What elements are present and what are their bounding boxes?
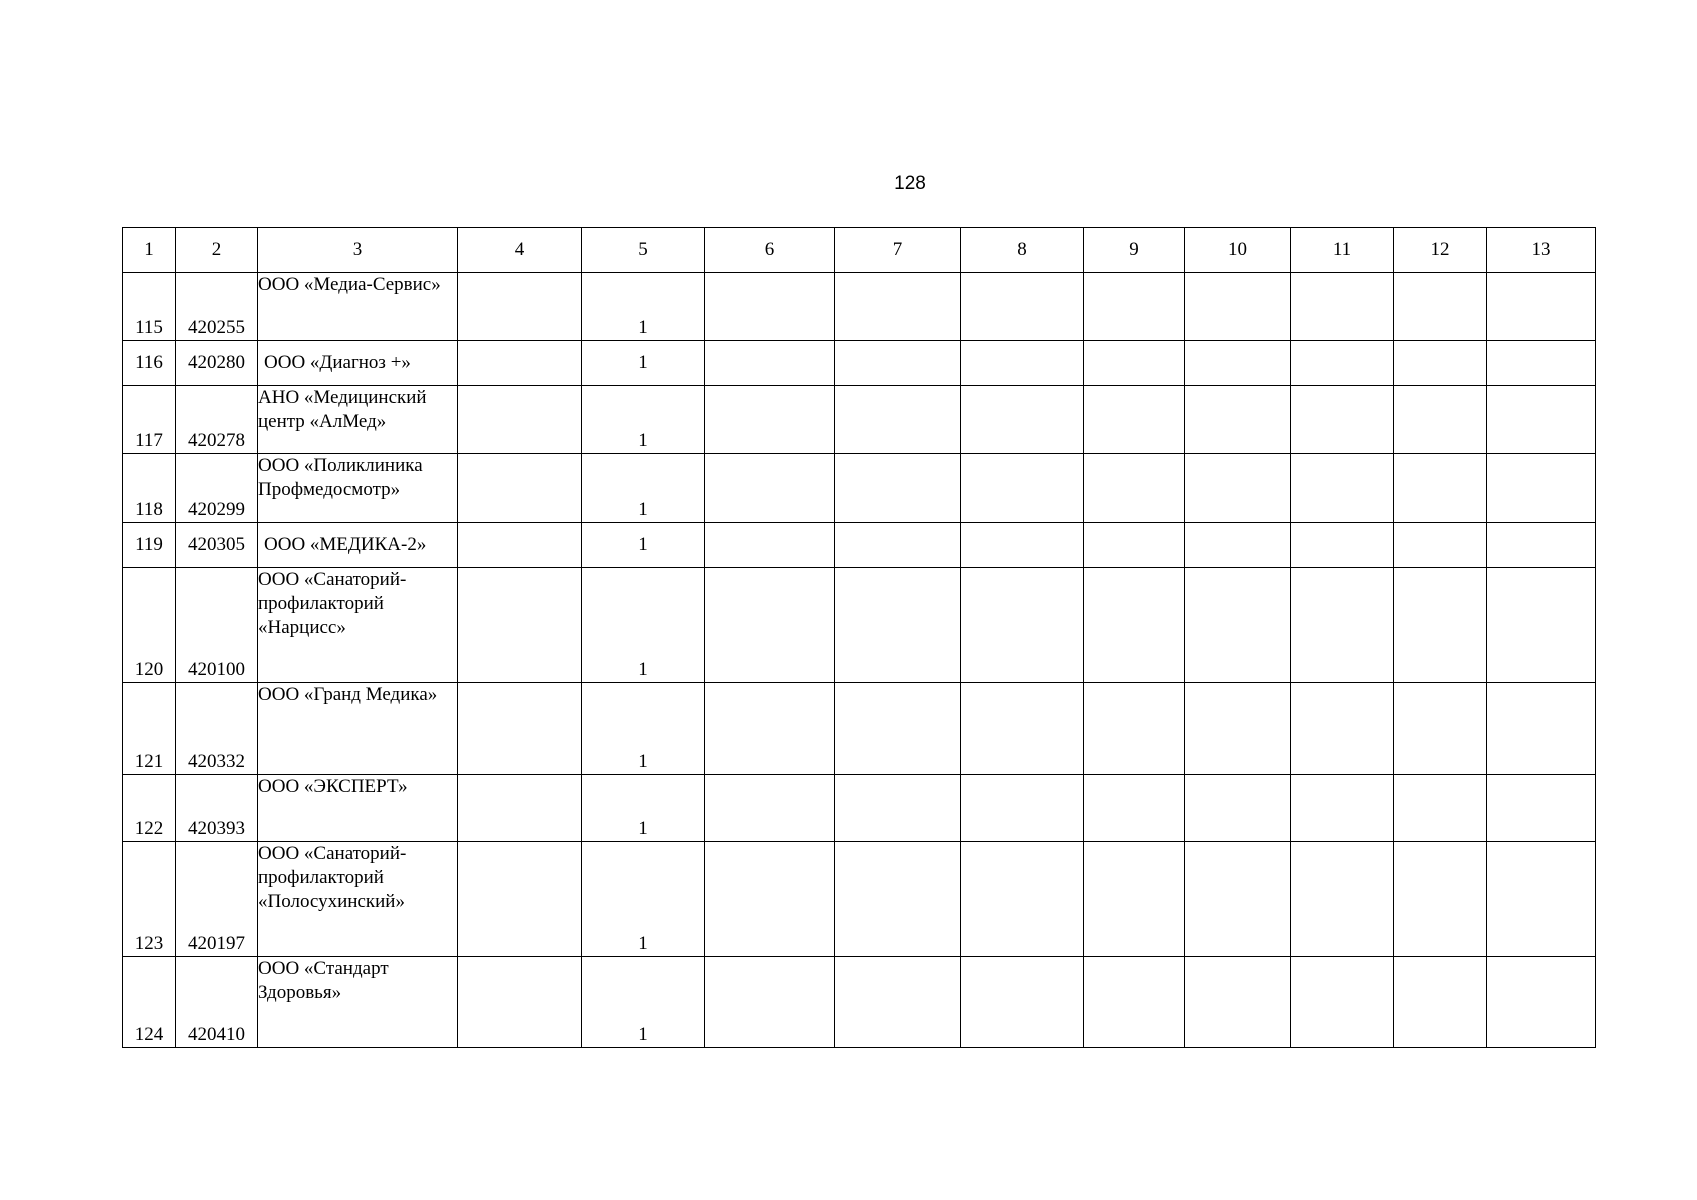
cell-col7 — [835, 454, 961, 523]
row-number: 123 — [123, 842, 176, 957]
table-row — [123, 523, 1596, 568]
cell-col8 — [961, 683, 1084, 775]
cell-col4 — [458, 842, 582, 957]
header-cell: 1 — [123, 228, 176, 273]
cell-col6 — [705, 454, 835, 523]
row-number: 116 — [123, 341, 176, 386]
organization-name: ООО «Гранд Медика» — [258, 683, 458, 775]
cell-col11 — [1291, 454, 1394, 523]
header-cell: 8 — [961, 228, 1084, 273]
cell-col12 — [1394, 842, 1487, 957]
cell-col7 — [835, 386, 961, 454]
row-number: 124 — [123, 957, 176, 1048]
header-row — [123, 228, 1596, 273]
header-cell: 11 — [1291, 228, 1394, 273]
cell-col5: 1 — [582, 683, 705, 775]
organization-name: АНО «Медицинский центр «АлМед» — [258, 386, 458, 454]
cell-col8 — [961, 842, 1084, 957]
row-code: 420299 — [176, 454, 258, 523]
cell-col9 — [1084, 386, 1185, 454]
header-cell: 10 — [1185, 228, 1291, 273]
header-cell: 2 — [176, 228, 258, 273]
cell-col5: 1 — [582, 386, 705, 454]
cell-col6 — [705, 957, 835, 1048]
cell-col13 — [1487, 273, 1596, 341]
organization-name: ООО «Санаторий-профилакторий «Нарцисс» — [258, 568, 458, 683]
header-cell: 6 — [705, 228, 835, 273]
cell-col4 — [458, 523, 582, 568]
row-code: 420393 — [176, 775, 258, 842]
data-table — [122, 227, 1596, 1048]
cell-col13 — [1487, 523, 1596, 568]
cell-col5: 1 — [582, 568, 705, 683]
cell-col9 — [1084, 957, 1185, 1048]
cell-col4 — [458, 683, 582, 775]
organization-name: ООО «Поликлиника Профмедосмотр» — [258, 454, 458, 523]
cell-col12 — [1394, 341, 1487, 386]
organization-name: ООО «Медиа-Сервис» — [258, 273, 458, 341]
cell-col13 — [1487, 386, 1596, 454]
cell-col12 — [1394, 454, 1487, 523]
row-number: 121 — [123, 683, 176, 775]
cell-col10 — [1185, 273, 1291, 341]
cell-col4 — [458, 386, 582, 454]
cell-col4 — [458, 957, 582, 1048]
cell-col5: 1 — [582, 341, 705, 386]
cell-col6 — [705, 683, 835, 775]
cell-col10 — [1185, 386, 1291, 454]
organization-name: ООО «Стандарт Здоровья» — [258, 957, 458, 1048]
cell-col5: 1 — [582, 842, 705, 957]
cell-col11 — [1291, 775, 1394, 842]
cell-col11 — [1291, 341, 1394, 386]
organization-name: ООО «ЭКСПЕРТ» — [258, 775, 458, 842]
cell-col12 — [1394, 683, 1487, 775]
header-cell: 7 — [835, 228, 961, 273]
cell-col6 — [705, 523, 835, 568]
cell-col6 — [705, 775, 835, 842]
row-code: 420100 — [176, 568, 258, 683]
cell-col13 — [1487, 957, 1596, 1048]
cell-col7 — [835, 683, 961, 775]
organization-name: ООО «Санаторий-профилакторий «Полосухинский» — [258, 842, 458, 957]
cell-col8 — [961, 386, 1084, 454]
header-cell: 5 — [582, 228, 705, 273]
cell-col13 — [1487, 842, 1596, 957]
cell-col13 — [1487, 683, 1596, 775]
cell-col8 — [961, 273, 1084, 341]
cell-col13 — [1487, 775, 1596, 842]
table-row — [123, 454, 1596, 523]
cell-col10 — [1185, 683, 1291, 775]
row-number: 120 — [123, 568, 176, 683]
row-code: 420280 — [176, 341, 258, 386]
cell-col7 — [835, 568, 961, 683]
header-cell: 3 — [258, 228, 458, 273]
header-cell: 4 — [458, 228, 582, 273]
cell-col8 — [961, 454, 1084, 523]
cell-col11 — [1291, 568, 1394, 683]
cell-col6 — [705, 842, 835, 957]
cell-col12 — [1394, 775, 1487, 842]
cell-col10 — [1185, 523, 1291, 568]
organization-name: ООО «Диагноз +» — [258, 341, 458, 386]
cell-col13 — [1487, 341, 1596, 386]
cell-col9 — [1084, 273, 1185, 341]
cell-col8 — [961, 775, 1084, 842]
table-row — [123, 273, 1596, 341]
table-row — [123, 957, 1596, 1048]
cell-col11 — [1291, 386, 1394, 454]
cell-col11 — [1291, 273, 1394, 341]
cell-col5: 1 — [582, 454, 705, 523]
row-code: 420410 — [176, 957, 258, 1048]
cell-col6 — [705, 386, 835, 454]
row-number: 118 — [123, 454, 176, 523]
cell-col7 — [835, 775, 961, 842]
cell-col5: 1 — [582, 273, 705, 341]
cell-col11 — [1291, 842, 1394, 957]
organization-name: ООО «МЕДИКА-2» — [258, 523, 458, 568]
row-code: 420305 — [176, 523, 258, 568]
cell-col11 — [1291, 957, 1394, 1048]
row-code: 420197 — [176, 842, 258, 957]
header-cell: 9 — [1084, 228, 1185, 273]
cell-col4 — [458, 568, 582, 683]
cell-col9 — [1084, 683, 1185, 775]
cell-col10 — [1185, 454, 1291, 523]
cell-col10 — [1185, 568, 1291, 683]
row-code: 420255 — [176, 273, 258, 341]
cell-col8 — [961, 341, 1084, 386]
table-row — [123, 341, 1596, 386]
cell-col12 — [1394, 523, 1487, 568]
cell-col4 — [458, 273, 582, 341]
table-row — [123, 683, 1596, 775]
cell-col12 — [1394, 273, 1487, 341]
row-number: 122 — [123, 775, 176, 842]
row-number: 117 — [123, 386, 176, 454]
cell-col10 — [1185, 842, 1291, 957]
header-cell: 13 — [1487, 228, 1596, 273]
table-row — [123, 775, 1596, 842]
cell-col7 — [835, 957, 961, 1048]
header-cell: 12 — [1394, 228, 1487, 273]
cell-col10 — [1185, 957, 1291, 1048]
cell-col10 — [1185, 341, 1291, 386]
cell-col5: 1 — [582, 775, 705, 842]
cell-col10 — [1185, 775, 1291, 842]
cell-col9 — [1084, 568, 1185, 683]
cell-col11 — [1291, 683, 1394, 775]
cell-col9 — [1084, 454, 1185, 523]
cell-col13 — [1487, 454, 1596, 523]
cell-col4 — [458, 341, 582, 386]
table-row — [123, 842, 1596, 957]
cell-col7 — [835, 842, 961, 957]
cell-col12 — [1394, 386, 1487, 454]
cell-col9 — [1084, 341, 1185, 386]
cell-col8 — [961, 523, 1084, 568]
cell-col4 — [458, 454, 582, 523]
cell-col9 — [1084, 523, 1185, 568]
cell-col6 — [705, 341, 835, 386]
page-number: 128 — [894, 173, 926, 194]
cell-col7 — [835, 273, 961, 341]
cell-col11 — [1291, 523, 1394, 568]
cell-col12 — [1394, 568, 1487, 683]
cell-col6 — [705, 568, 835, 683]
table-row — [123, 568, 1596, 683]
row-code: 420332 — [176, 683, 258, 775]
cell-col7 — [835, 523, 961, 568]
cell-col9 — [1084, 775, 1185, 842]
cell-col6 — [705, 273, 835, 341]
cell-col8 — [961, 957, 1084, 1048]
cell-col9 — [1084, 842, 1185, 957]
table-row — [123, 386, 1596, 454]
row-code: 420278 — [176, 386, 258, 454]
cell-col4 — [458, 775, 582, 842]
row-number: 115 — [123, 273, 176, 341]
cell-col12 — [1394, 957, 1487, 1048]
row-number: 119 — [123, 523, 176, 568]
cell-col13 — [1487, 568, 1596, 683]
cell-col5: 1 — [582, 523, 705, 568]
cell-col5: 1 — [582, 957, 705, 1048]
cell-col8 — [961, 568, 1084, 683]
cell-col7 — [835, 341, 961, 386]
